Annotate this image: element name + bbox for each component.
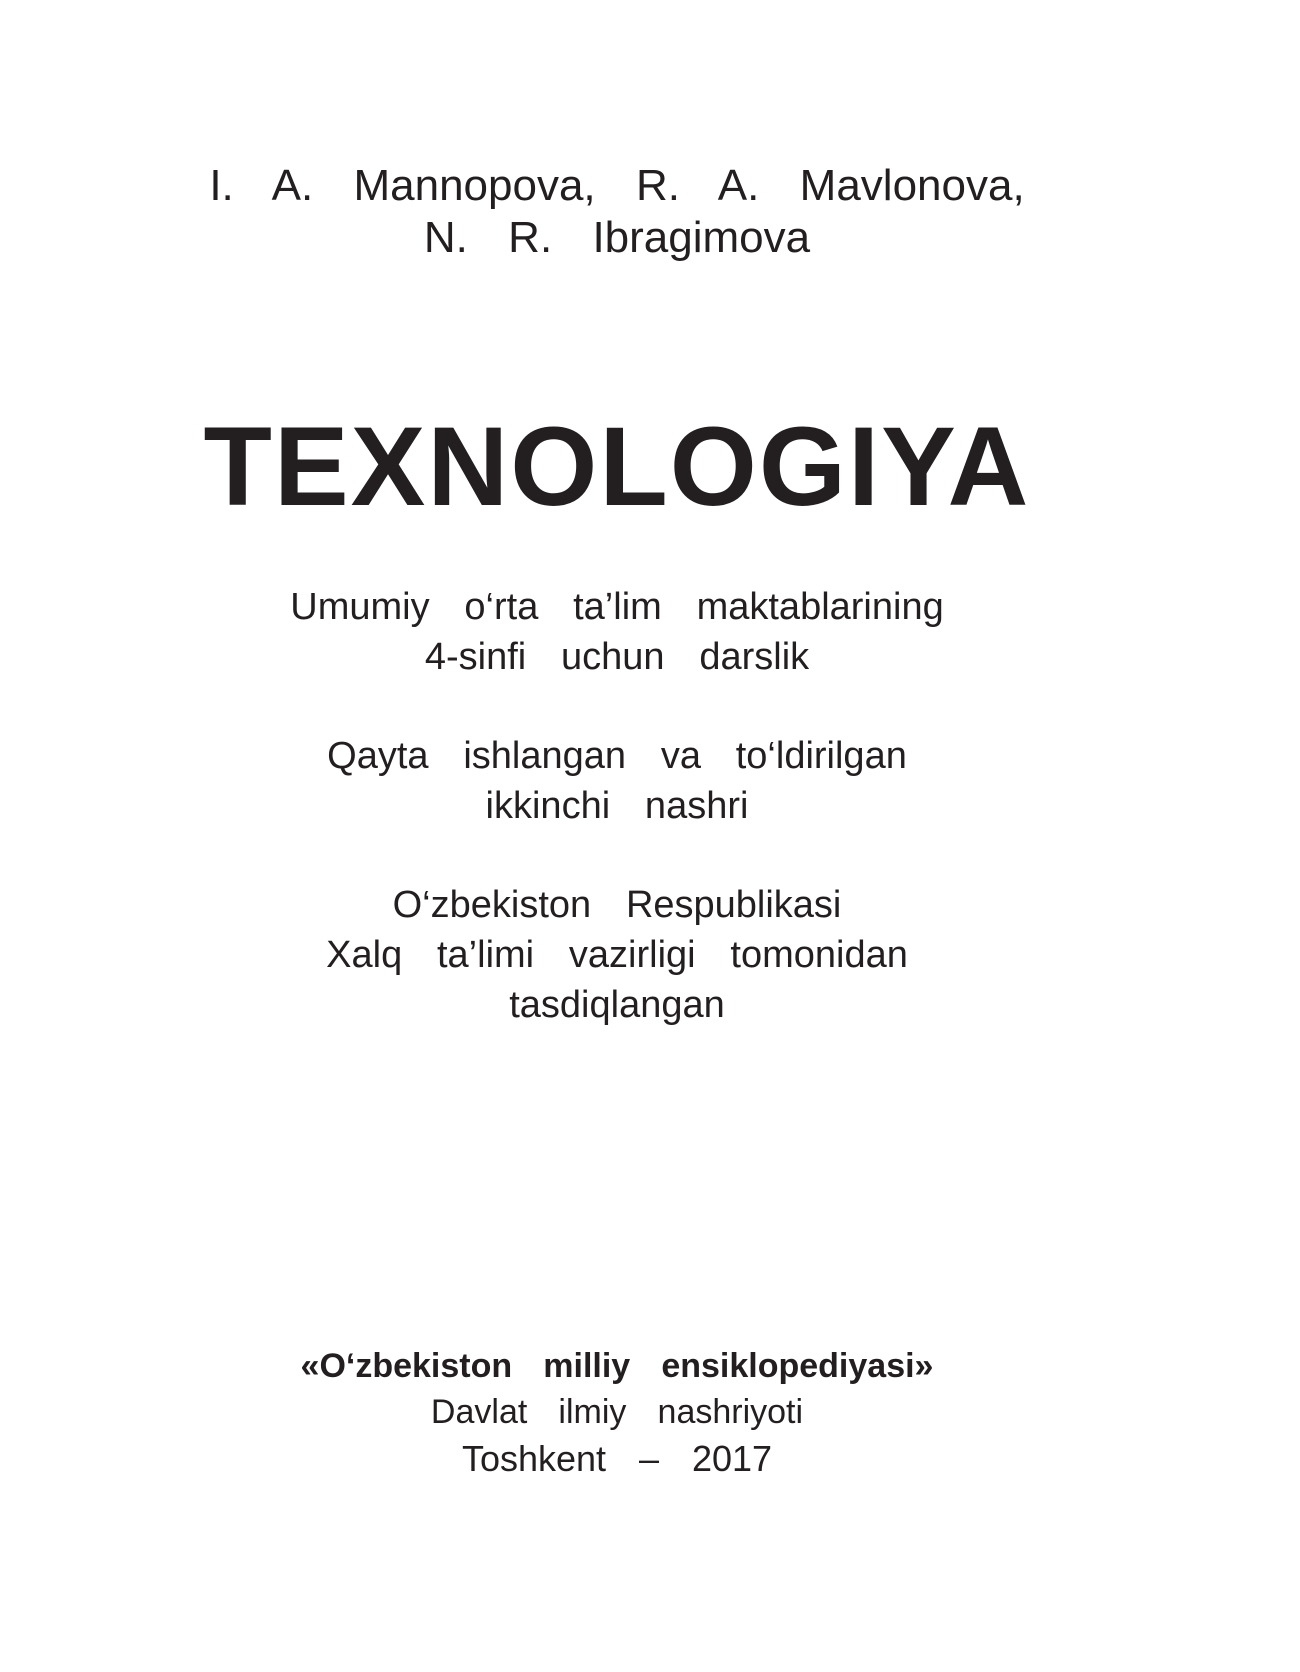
authors-line-2: N. R. Ibragimova [423,213,811,262]
book-title: TEXNOLOGIYA [203,404,1031,529]
subtitle-line-1: Umumiy o‘rta ta’lim maktablarining [290,586,944,628]
approval-line-3: tasdiqlangan [509,984,725,1026]
imprint [0,1436,1234,1482]
edition-line-2: ikkinchi nashri [485,785,749,827]
edition-line-1: Qayta ishlangan va to‘ldirilgan [327,735,907,777]
publisher [0,1343,1234,1435]
authors [0,160,1234,264]
approval-note [0,880,1234,1030]
approval-line-1: O‘zbekiston Respublikasi [392,884,842,926]
book-subtitle [0,582,1234,682]
authors-line-1: I. A. Mannopova, R. A. Mavlonova, [209,161,1025,210]
edition-note [0,731,1234,831]
publisher-name: «O‘zbekiston milliy ensiklopediyasi» [300,1347,934,1385]
imprint-city-year: Toshkent – 2017 [461,1438,773,1479]
publisher-type: Davlat ilmiy nashriyoti [430,1393,804,1431]
approval-line-2: Xalq ta’limi vazirligi tomonidan [326,934,908,976]
subtitle-line-2: 4-sinfi uchun darslik [424,636,810,678]
